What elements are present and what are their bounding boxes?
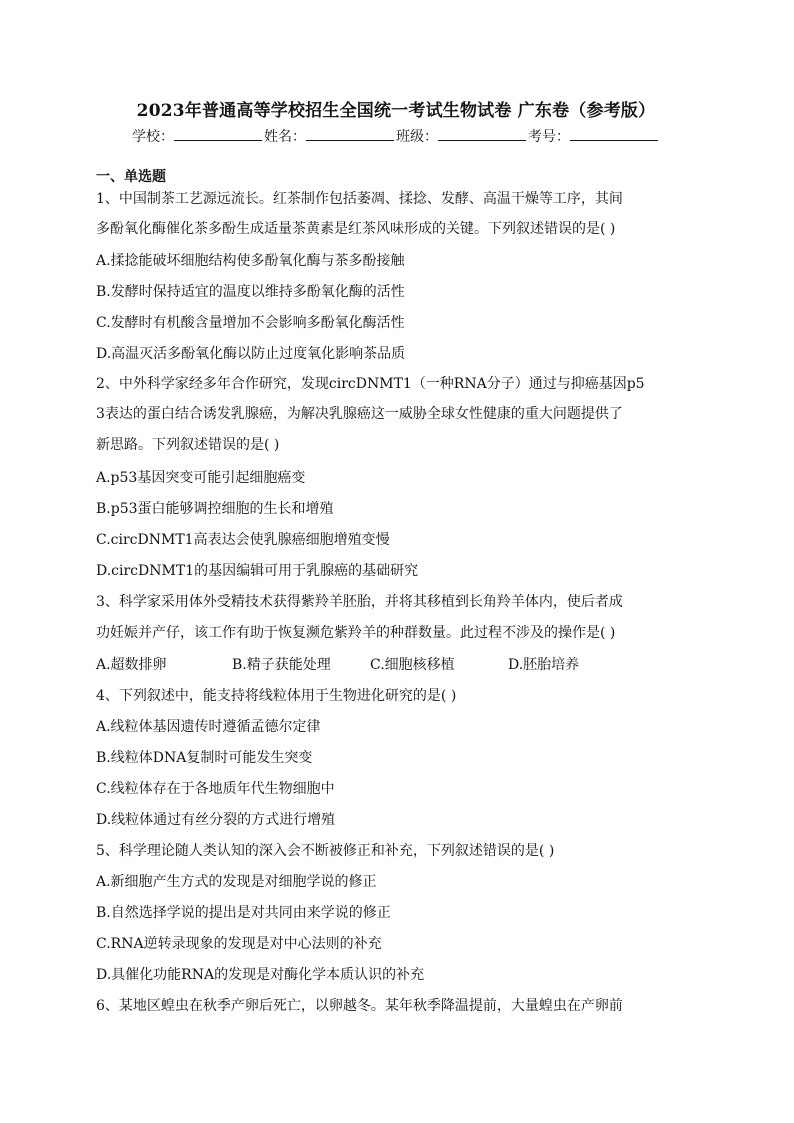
question-4-option-c: C.线粒体存在于各地质年代生物细胞中	[96, 781, 335, 797]
question-3-option-c: C.细胞核移植	[370, 657, 455, 673]
question-1-option-b: B.发酵时保持适宜的温度以维持多酚氧化酶的活性	[96, 284, 405, 300]
question-1-line-2: 多酚氧化酶催化茶多酚生成适量茶黄素是红茶风味形成的关键。下列叙述错误的是( )	[96, 221, 616, 237]
question-3-line-2: 功妊娠并产仔，该工作有助于恢复濒危紫羚羊的种群数量。此过程不涉及的操作是( )	[96, 625, 616, 641]
question-2-option-a: A.p53基因突变可能引起细胞癌变	[96, 470, 306, 486]
question-4-option-a: A.线粒体基因遗传时遵循孟德尔定律	[96, 719, 321, 735]
question-4-line-1: 4、下列叙述中，能支持将线粒体用于生物进化研究的是( )	[96, 688, 457, 704]
question-2-option-b: B.p53蛋白能够调控细胞的生长和增殖	[96, 501, 334, 517]
student-info-row	[96, 126, 696, 146]
question-3-option-b: B.精子获能处理	[232, 657, 331, 673]
section-heading: 一、单选题	[96, 169, 166, 185]
question-3-option-a: A.超数排卵	[96, 657, 167, 673]
question-5-option-a: A.新细胞产生方式的发现是对细胞学说的修正	[96, 874, 377, 890]
name-blank[interactable]	[306, 128, 394, 141]
question-4-option-d: D.线粒体通过有丝分裂的方式进行增殖	[96, 812, 336, 828]
question-6-line-1: 6、某地区蝗虫在秋季产卵后死亡，以卵越冬。某年秋季降温提前，大量蝗虫在产卵前	[96, 998, 623, 1014]
question-3-options	[96, 655, 628, 675]
question-5-line-1: 5、科学理论随人类认知的深入会不断被修正和补充，下列叙述错误的是( )	[96, 843, 555, 859]
question-2-option-c: C.circDNMT1高表达会使乳腺癌细胞增殖变慢	[96, 532, 390, 548]
class-label: 班级：	[396, 129, 438, 145]
question-2-option-d: D.circDNMT1的基因编辑可用于乳腺癌的基础研究	[96, 563, 419, 579]
question-3-line-1: 3、科学家采用体外受精技术获得紫羚羊胚胎，并将其移植到长角羚羊体内，使后者成	[96, 594, 623, 610]
name-label: 姓名：	[264, 129, 306, 145]
school-label: 学校：	[132, 129, 174, 145]
question-4-option-b: B.线粒体DNA复制时可能发生突变	[96, 750, 313, 766]
question-1-option-c: C.发酵时有机酸含量增加不会影响多酚氧化酶活性	[96, 315, 405, 331]
question-2-line-1: 2、中外科学家经多年合作研究，发现circDNMT1（一种RNA分子）通过与抑癌基因p5	[96, 376, 645, 392]
class-blank[interactable]	[438, 128, 526, 141]
question-1-line-1: 1、中国制茶工艺源远流长。红茶制作包括萎凋、揉捻、发酵、高温干燥等工序，其间	[96, 191, 623, 207]
question-5-option-c: C.RNA逆转录现象的发现是对中心法则的补充	[96, 936, 382, 952]
exam-number-label: 考号：	[528, 129, 570, 145]
question-2-line-3: 新思路。下列叙述错误的是( )	[96, 437, 280, 453]
question-2-line-2: 3表达的蛋白结合诱发乳腺癌，为解决乳腺癌这一威胁全球女性健康的重大问题提供了	[96, 406, 623, 422]
school-blank[interactable]	[174, 128, 262, 141]
exam-title: 2023年普通高等学校招生全国统一考试生物试卷 广东卷（参考版）	[136, 101, 656, 121]
question-1-option-a: A.揉捻能破坏细胞结构使多酚氧化酶与茶多酚接触	[96, 253, 405, 269]
question-5-option-b: B.自然选择学说的提出是对共同由来学说的修正	[96, 905, 391, 921]
question-1-option-d: D.高温灭活多酚氧化酶以防止过度氧化影响茶品质	[96, 346, 406, 362]
exam-number-blank[interactable]	[570, 128, 658, 141]
question-3-option-d: D.胚胎培养	[508, 657, 580, 673]
question-5-option-d: D.具催化功能RNA的发现是对酶化学本质认识的补充	[96, 967, 425, 983]
